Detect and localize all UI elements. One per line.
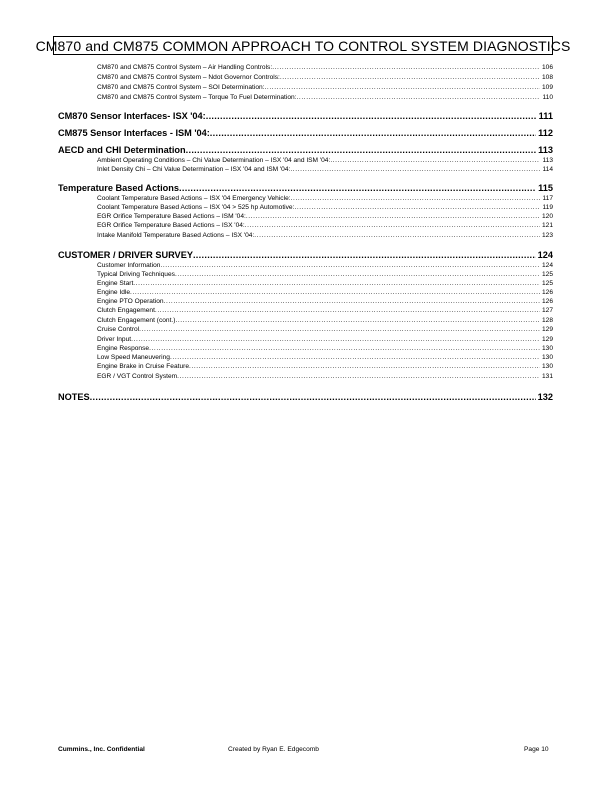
document-header — [35, 36, 571, 55]
toc-subsection-entry[interactable] — [97, 212, 553, 221]
toc-dot-leader — [206, 110, 537, 122]
toc-entry-title: EGR Orifice Temperature Based Actions – ISX '04: — [97, 222, 245, 229]
toc-entry-title: CM870 and CM875 Control System – Torque To Fuel Determination: — [97, 94, 297, 101]
toc-subsection-entry[interactable] — [97, 221, 553, 230]
toc-dot-leader — [280, 73, 540, 82]
toc-entry-title: Clutch Engagement (cont.) — [97, 317, 176, 324]
toc-page-number: 126 — [541, 298, 553, 305]
toc-page-number: 114 — [542, 166, 553, 173]
footer-confidential: Cummins., Inc. Confidential — [58, 746, 145, 753]
toc-dot-leader — [245, 221, 540, 230]
toc-page-number: 121 — [541, 222, 553, 229]
toc-subsection-entry[interactable] — [97, 344, 553, 353]
toc-entry-title: Customer Information — [97, 262, 161, 269]
toc-page-number: 123 — [541, 232, 553, 239]
toc-subsection-entry[interactable] — [97, 306, 553, 315]
toc-dot-leader — [175, 270, 540, 279]
toc-page-number: 126 — [541, 289, 553, 296]
toc-dot-leader — [264, 83, 540, 92]
toc-subsection-entry[interactable] — [97, 297, 553, 306]
toc-dot-leader — [170, 353, 540, 362]
toc-page-number: 113 — [538, 145, 553, 155]
toc-section-entry[interactable] — [58, 127, 553, 139]
toc-subsection-entry[interactable] — [97, 316, 553, 325]
toc-entry-title: Driver Input — [97, 336, 132, 343]
toc-subsection-entry[interactable] — [97, 194, 553, 203]
toc-page-number: 124 — [541, 262, 553, 269]
toc-dot-leader — [294, 203, 540, 212]
toc-subsection-entry[interactable] — [97, 270, 553, 279]
toc-entry-title: Inlet Density Chi – Chi Value Determination – ISX '04 and ISM '04: — [97, 166, 291, 173]
toc-dot-leader — [193, 249, 536, 261]
toc-subsection-entry[interactable] — [97, 165, 553, 174]
toc-page-number: 132 — [537, 392, 553, 402]
toc-subsection-entry[interactable] — [97, 288, 553, 297]
toc-dot-leader — [189, 362, 540, 371]
toc-dot-leader — [130, 288, 540, 297]
toc-entry-title: CM870 and CM875 Control System – SOI Determination: — [97, 84, 265, 91]
toc-entry-title: Typical Driving Techniques — [97, 271, 175, 278]
toc-entry-title: Engine Brake in Cruise Feature — [97, 363, 189, 370]
toc-entry-title: Intake Manifold Temperature Based Actions – ISX '04: — [97, 232, 255, 239]
toc-entry-title: CM870 Sensor Interfaces- ISX '04: — [58, 111, 206, 121]
toc-dot-leader — [155, 306, 540, 315]
toc-page-number: 124 — [537, 250, 553, 260]
toc-entry-title: Engine Start — [97, 280, 134, 287]
toc-page-number: 129 — [541, 336, 553, 343]
toc-entry-title: Low Speed Maneuvering — [97, 354, 170, 361]
toc-page-number: 109 — [541, 84, 553, 91]
toc-dot-leader — [254, 231, 540, 240]
footer-author: Created by Ryan E. Edgecomb — [228, 746, 319, 753]
toc-page-number: 131 — [541, 373, 553, 380]
toc-page-number: 111 — [538, 111, 553, 121]
toc-subsection-entry[interactable] — [97, 203, 553, 212]
toc-subsection-entry[interactable] — [97, 261, 553, 270]
toc-entry-title: Engine Idle — [97, 289, 130, 296]
toc-subsection-entry[interactable] — [97, 279, 553, 288]
toc-subsection-entry[interactable] — [97, 63, 553, 72]
toc-dot-leader — [179, 182, 536, 194]
toc-dot-leader — [186, 144, 537, 156]
toc-dot-leader — [246, 212, 540, 221]
toc-page-number: 112 — [538, 128, 553, 138]
toc-dot-leader — [290, 165, 540, 174]
toc-section-entry[interactable] — [58, 110, 553, 122]
toc-subsection-entry[interactable] — [97, 93, 553, 102]
toc-entry-title: Engine PTO Operation — [97, 298, 164, 305]
toc-subsection-entry[interactable] — [97, 73, 553, 82]
toc-dot-leader — [175, 316, 540, 325]
toc-dot-leader — [177, 372, 540, 381]
toc-subsection-entry[interactable] — [97, 325, 553, 334]
toc-subsection-entry[interactable] — [97, 231, 553, 240]
toc-dot-leader — [330, 156, 540, 165]
toc-page-number: 106 — [541, 64, 553, 71]
toc-subsection-entry[interactable] — [97, 83, 553, 92]
toc-page-number: 127 — [541, 307, 553, 314]
document-title: CM870 and CM875 COMMON APPROACH TO CONTROL SYSTEM DIAGNOSTICS — [35, 37, 571, 54]
toc-page-number: 130 — [541, 354, 553, 361]
toc-entry-title: CUSTOMER / DRIVER SURVEY — [58, 250, 193, 260]
toc-entry-title: Coolant Temperature Based Actions – ISX '04 > 525 hp Automotive: — [97, 204, 295, 211]
toc-entry-title: CM870 and CM875 Control System – Ndot Governor Controls: — [97, 74, 280, 81]
toc-dot-leader — [149, 344, 540, 353]
toc-subsection-entry[interactable] — [97, 335, 553, 344]
toc-entry-title: Engine Response — [97, 345, 150, 352]
toc-entry-title: NOTES — [58, 392, 90, 402]
toc-page-number: 119 — [542, 204, 553, 211]
toc-section-entry[interactable] — [58, 249, 553, 261]
toc-dot-leader — [131, 335, 540, 344]
footer-page-number: Page 10 — [524, 746, 549, 753]
toc-dot-leader — [291, 194, 541, 203]
toc-entry-title: CM875 Sensor Interfaces - ISM '04: — [58, 128, 210, 138]
toc-page-number: 120 — [541, 213, 553, 220]
toc-subsection-entry[interactable] — [97, 156, 553, 165]
toc-subsection-entry[interactable] — [97, 353, 553, 362]
toc-page-number: 130 — [541, 363, 553, 370]
toc-entry-title: CM870 and CM875 Control System – Air Handling Controls: — [97, 64, 273, 71]
toc-subsection-entry[interactable] — [97, 362, 553, 371]
toc-dot-leader — [90, 391, 536, 403]
toc-dot-leader — [297, 93, 541, 102]
toc-dot-leader — [133, 279, 540, 288]
toc-entry-title: Coolant Temperature Based Actions – ISX '04 Emergency Vehicle: — [97, 195, 291, 202]
toc-entry-title: Ambient Operating Conditions – Chi Value Determination – ISX '04 and ISM '04: — [97, 157, 331, 164]
toc-section-entry[interactable] — [58, 144, 553, 156]
toc-page-number: 110 — [542, 94, 553, 101]
toc-section-entry[interactable] — [58, 182, 553, 194]
toc-page-number: 113 — [542, 157, 553, 164]
toc-dot-leader — [164, 297, 540, 306]
toc-page-number: 129 — [541, 326, 553, 333]
toc-entry-title: Cruise Control — [97, 326, 140, 333]
toc-entry-title: EGR Orifice Temperature Based Actions – ISM '04: — [97, 213, 246, 220]
toc-page-number: 128 — [541, 317, 553, 324]
toc-page-number: 115 — [538, 183, 553, 193]
toc-page-number: 125 — [541, 280, 553, 287]
toc-page-number: 125 — [541, 271, 553, 278]
toc-entry-title: Clutch Engagement — [97, 307, 155, 314]
toc-dot-leader — [210, 127, 536, 139]
toc-page-number: 108 — [541, 74, 553, 81]
toc-entry-title: Temperature Based Actions — [58, 183, 180, 193]
toc-section-entry[interactable] — [58, 391, 553, 403]
toc-subsection-entry[interactable] — [97, 372, 553, 381]
toc-dot-leader — [272, 63, 540, 72]
toc-entry-title: EGR / VGT Control System — [97, 373, 178, 380]
toc-entry-title: AECD and CHI Determination — [58, 145, 186, 155]
toc-page-number: 130 — [541, 345, 553, 352]
toc-dot-leader — [139, 325, 540, 334]
toc-dot-leader — [160, 261, 540, 270]
toc-page-number: 117 — [542, 195, 553, 202]
